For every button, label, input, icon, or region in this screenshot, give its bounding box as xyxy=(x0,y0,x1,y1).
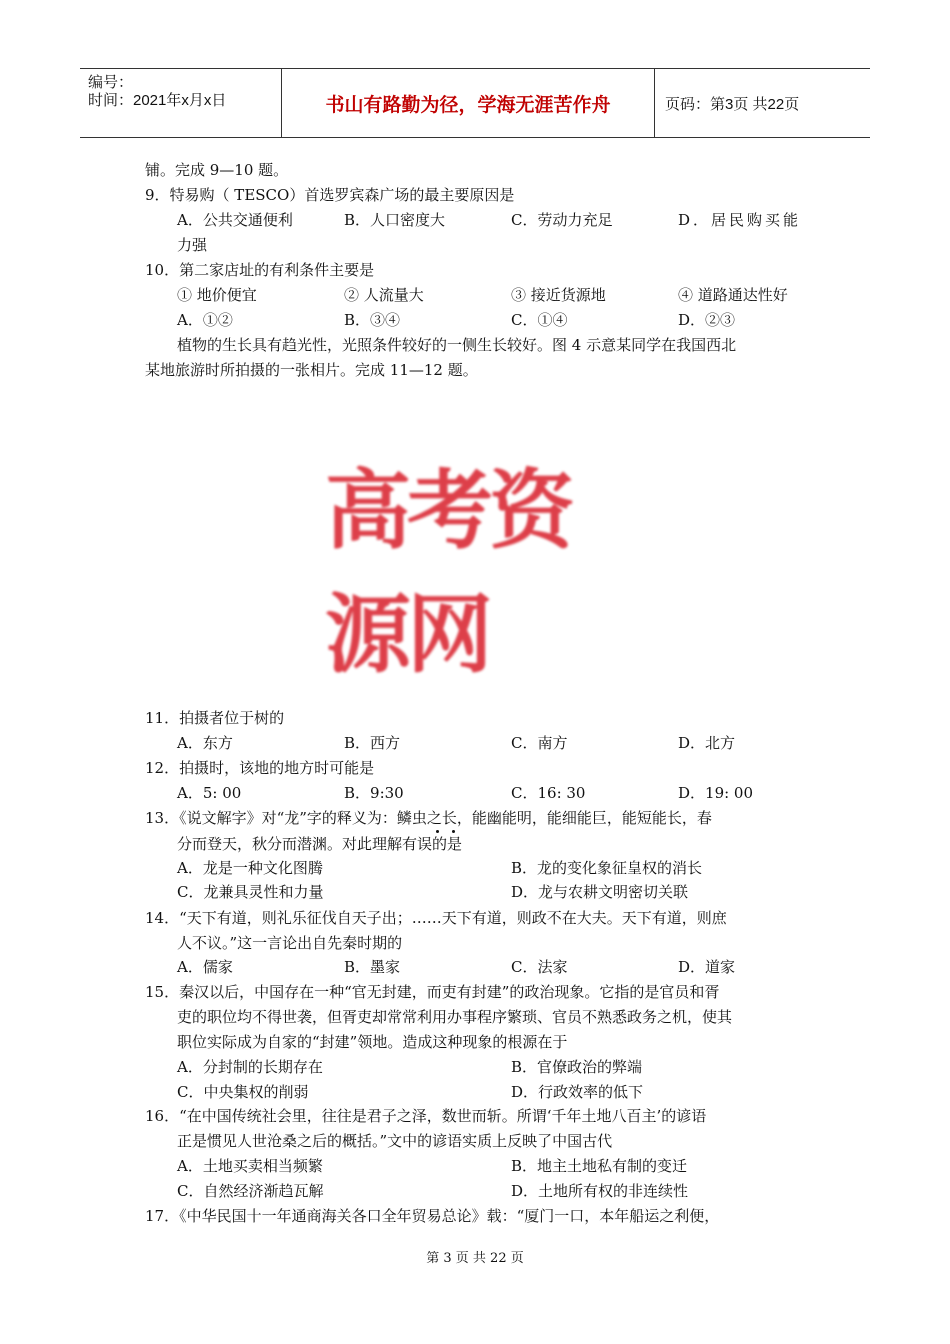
q10-option-c: C．①④ xyxy=(511,311,568,329)
q9-option-a: A．公共交通便利 xyxy=(177,211,293,229)
q10-item-1: ① 地价便宜 xyxy=(177,286,257,304)
q16-stem-line-1: 16．“在中国传统社会里，往往是君子之泽，数世而斩。所谓‘千年土地八百主’的谚语 xyxy=(145,1107,707,1125)
q15-stem-line-3: 职位实际成为自家的“封建”领地。造成这种现象的根源在于 xyxy=(177,1033,568,1051)
header-motto-cell xyxy=(282,69,655,137)
q16-option-c: C．自然经济渐趋瓦解 xyxy=(177,1182,324,1200)
q16-option-a: A．土地买卖相当频繁 xyxy=(177,1157,323,1175)
q15-option-b: B．官僚政治的弊端 xyxy=(511,1058,643,1076)
document-header xyxy=(80,68,870,138)
q11-option-d: D．北方 xyxy=(678,734,736,752)
emphasis-dot xyxy=(436,830,439,833)
q11-option-b: B．西方 xyxy=(344,734,401,752)
q13-option-b: B．龙的变化象征皇权的消长 xyxy=(511,859,703,877)
intro-line: 铺。完成 9—10 题。 xyxy=(145,161,289,179)
q9-option-d: D．居民购买能 xyxy=(678,211,802,229)
q12-option-d: D．19: 00 xyxy=(678,784,754,802)
passage-line-2: 某地旅游时所拍摄的一张相片。完成 11—12 题。 xyxy=(145,361,478,379)
q10-option-a: A．①② xyxy=(177,311,233,329)
header-page-cell xyxy=(655,69,870,137)
emphasis-dot xyxy=(452,830,455,833)
watermark-text: 高考资源网 xyxy=(325,460,571,685)
q14-stem-line-1: 14．“天下有道，则礼乐征伐自天子出；……天下有道，则政不在大夫。天下有道，则庶 xyxy=(145,909,727,927)
time-label: 时间：2021年x月x日 xyxy=(88,92,227,109)
q10-item-2: ② 人流量大 xyxy=(344,286,424,304)
q9-option-c: C．劳动力充足 xyxy=(511,211,613,229)
q12-option-c: C．16: 30 xyxy=(511,784,586,802)
number-label: 编号： xyxy=(88,74,134,91)
watermark-image xyxy=(325,460,630,685)
q10-stem: 10．第二家店址的有利条件主要是 xyxy=(145,261,375,279)
q10-option-d: D．②③ xyxy=(678,311,736,329)
q15-option-a: A．分封制的长期存在 xyxy=(177,1058,323,1076)
q10-option-b: B．③④ xyxy=(344,311,401,329)
q15-option-d: D．行政效率的低下 xyxy=(511,1083,644,1101)
q12-option-a: A．5: 00 xyxy=(177,784,242,802)
q13-option-a: A．龙是一种文化图腾 xyxy=(177,859,323,877)
passage-line-1: 植物的生长具有趋光性，光照条件较好的一侧生长较好。图 4 示意某同学在我国西北 xyxy=(177,336,737,354)
q13-option-d: D．龙与农耕文明密切关联 xyxy=(511,883,689,901)
q13-stem-line-1: 13．《说文解字》对“龙”字的释义为：鳞虫之长，能幽能明，能细能巨，能短能长，春 xyxy=(145,809,712,827)
page-footer: 第 3 页 共 22 页 xyxy=(426,1251,524,1266)
q15-option-c: C．中央集权的削弱 xyxy=(177,1083,309,1101)
q10-item-4: ④ 道路通达性好 xyxy=(678,286,788,304)
header-meta-cell xyxy=(80,69,282,137)
q9-option-d-wrap: 力强 xyxy=(177,236,208,254)
q13-option-c: C．龙兼具灵性和力量 xyxy=(177,883,324,901)
q16-stem-line-2: 正是惯见人世沧桑之后的概括。”文中的谚语实质上反映了中国古代 xyxy=(177,1132,613,1150)
q15-stem-line-2: 吏的职位均不得世袭，但胥吏却常常利用办事程序繁琐、官员不熟悉政务之机，使其 xyxy=(177,1008,733,1026)
q10-item-3: ③ 接近货源地 xyxy=(511,286,606,304)
q12-option-b: B．9:30 xyxy=(344,784,404,802)
q11-option-a: A．东方 xyxy=(177,734,233,752)
q14-option-b: B．墨家 xyxy=(344,958,401,976)
q14-option-c: C．法家 xyxy=(511,958,568,976)
q16-option-d: D．土地所有权的非连续性 xyxy=(511,1182,689,1200)
q9-option-b: B．人口密度大 xyxy=(344,211,446,229)
page-code: 页码：第3页 共22页 xyxy=(665,95,800,113)
q11-option-c: C．南方 xyxy=(511,734,568,752)
q16-option-b: B．地主土地私有制的变迁 xyxy=(511,1157,688,1175)
q14-option-a: A．儒家 xyxy=(177,958,233,976)
q14-option-d: D．道家 xyxy=(678,958,736,976)
q15-stem-line-1: 15．秦汉以后，中国存在一种“官无封建，而吏有封建”的政治现象。它指的是官员和胥 xyxy=(145,983,720,1001)
q17-stem-line-1: 17．《中华民国十一年通商海关各口全年贸易总论》载：“厦门一口，本年船运之利便， xyxy=(145,1207,720,1225)
motto: 书山有路勤为径，学海无涯苦作舟 xyxy=(325,93,611,116)
q9-stem: 9．特易购（ TESCO）首选罗宾森广场的最主要原因是 xyxy=(145,186,515,204)
q13-stem-line-2: 分而登天，秋分而潜渊。对此理解有误的是 xyxy=(177,835,463,853)
q11-stem: 11．拍摄者位于树的 xyxy=(145,709,285,727)
q12-stem: 12．拍摄时，该地的地方时可能是 xyxy=(145,759,375,777)
q14-stem-line-2: 人不议。”这一言论出自先秦时期的 xyxy=(177,934,403,952)
